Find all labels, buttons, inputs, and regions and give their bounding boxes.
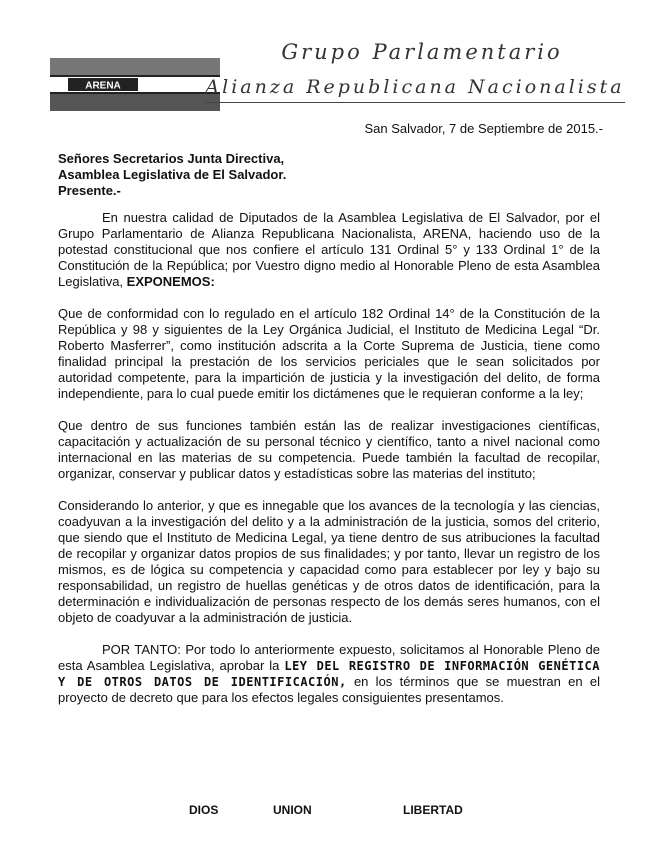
letter-body [58, 210, 600, 722]
addressee-line-3: Presente.- [58, 183, 121, 198]
header-divider [205, 102, 625, 103]
paragraph-3: Que dentro de sus funciones también están las de realizar investigaciones científicas, capacitación y actualización de su personal técnico y científico, tanto a nivel nacional como internacional en las materias de su competencia. Puede también la facultad de recopilar, organizar, conservar y publicar datos y estadísticas sobre las materias del instituto; [58, 418, 600, 481]
paragraph-1-text: En nuestra calidad de Diputados de la Asamblea Legislativa de El Salvador, por el Grupo Parlamentario de Alianza Republicana Nacionalista, ARENA, haciendo uso de la potestad constitucional que nos confiere el artículo 131 Ordinal 5° y 133 Ordinal 1° de la Constitución de la República; por Vuestro digno medio al Honorable Pleno de esta Asamblea Legislativa, [58, 210, 600, 289]
addressee-line-1: Señores Secretarios Junta Directiva, [58, 151, 285, 166]
addressee-block [58, 151, 286, 199]
arena-logo [50, 58, 220, 111]
logo-text: ARENA [85, 80, 121, 92]
paragraph-5-text-a: POR TANTO: Por todo lo anteriormente expuesto, solicitamos al Honorable Pleno de esta Asamblea Legislativa, aprobar la [58, 642, 600, 673]
paragraph-5-text-b: en los términos que se muestran en el proyecto de decreto que para los efectos legales consiguientes presentamos. [58, 674, 600, 705]
closing-word-2: UNION [273, 803, 312, 817]
letterhead-line-2: Alianza Republicana Nacionalista [205, 76, 625, 98]
closing-word-3: LIBERTAD [403, 803, 463, 817]
paragraph-2: Que de conformidad con lo regulado en el artículo 182 Ordinal 14° de la Constitución de la República y 98 y siguientes de la Ley Orgánica Judicial, el Instituto de Medicina Legal “Dr. Roberto Masferrer”, como institución adscrita a la Corte Suprema de Justicia, tiene como finalidad principal la prestación de los servicios periciales que le sean solicitados por autoridad competente, para la impartición de justicia y la investigación del delito, de forma independiente, para lo cual puede emitir los dictámenes que le requieran conforme a la ley; [58, 306, 600, 401]
letterhead-line-1: Grupo Parlamentario [281, 40, 563, 64]
exponemos-heading: EXPONEMOS: [126, 274, 215, 289]
paragraph-4: Considerando lo anterior, y que es innegable que los avances de la tecnología y las ciencias, coadyuvan a la investigación del delito y a la administración de la justicia, somos del criterio, que siendo que el Instituto de Medicina Legal, ya tiene dentro de sus atribuciones la facultad de recopilar y organizar datos propios de sus finalidades; y por tanto, llevar un registro de los mismos, es de lógica su competencia y capacidad como para establecer por ley y bajo su responsabilidad, un registro de huellas genéticas y de otros datos de identificación, para la determinación e individualización de personas respecto de los demás seres humanos, con el objeto de coadyuvar a la administración de justicia. [58, 498, 600, 625]
letterhead [205, 40, 625, 98]
addressee-line-2: Asamblea Legislativa de El Salvador. [58, 167, 287, 182]
paragraph-1 [58, 210, 600, 290]
law-title: LEY DEL REGISTRO DE INFORMACIÓN GENÉTICA Y DE OTROS DATOS DE IDENTIFICACIÓN, [58, 659, 601, 689]
closing-word-1: DIOS [189, 803, 219, 817]
paragraph-5 [58, 642, 600, 706]
letter-date: San Salvador, 7 de Septiembre de 2015.- [364, 121, 603, 136]
